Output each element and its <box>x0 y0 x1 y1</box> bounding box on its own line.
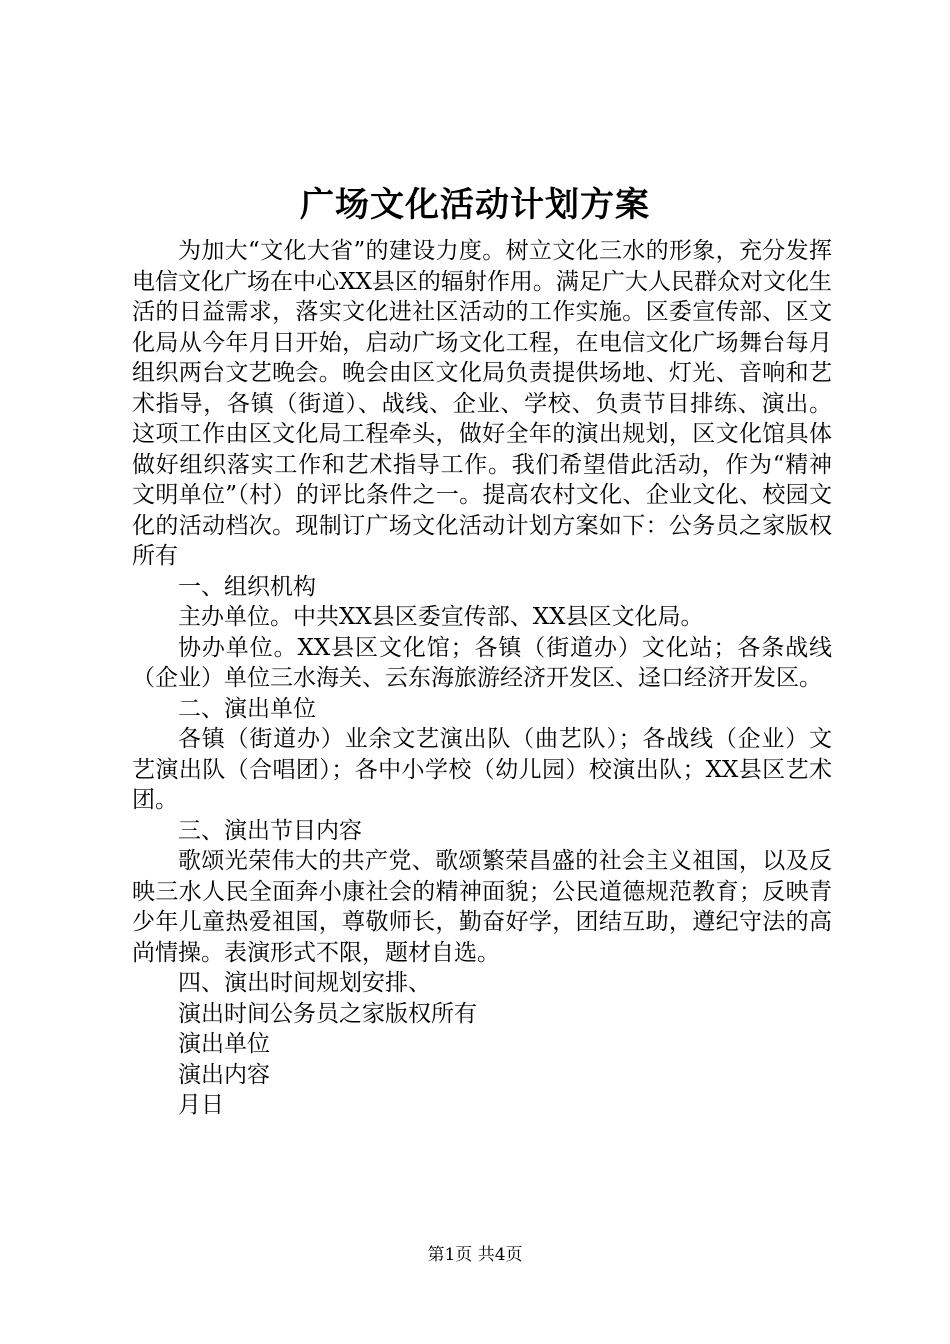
schedule-line-date: 月日 <box>178 1092 224 1118</box>
document-title: 广场文化活动计划方案 <box>300 185 650 225</box>
paragraph-host-unit: 主办单位。中共XX县区委宣传部、XX县区文化局。 <box>178 604 704 630</box>
section-heading-organization: 一、组织机构 <box>178 573 316 600</box>
paragraph-co-host-unit: 协办单位。XX县区文化馆；各镇（街道办）文化站；各条战线（企业）单位三水海关、云东海旅游经济开发区、迳口经济开发区。 <box>132 634 832 691</box>
paragraph-intro: 为加大“文化大省”的建设力度。树立文化三水的形象，充分发挥电信文化广场在中心XX县区的辐射作用。满足广大人民群众对文化生活的日益需求，落实文化进社区活动的工作实施。区委宣传部、区文化局从今年月日开始，启动广场文化工程，在电信文化广场舞台每月组织两台文艺晚会。晚会由区文化局负责提供场地、灯光、音响和艺术指导，各镇（街道）、战线、企业、学校、负责节目排练、演出。这项工作由区文化局工程牵头，做好全年的演出规划，区文化馆具体做好组织落实工作和艺术指导工作。我们希望借此活动，作为“精神文明单位”（村）的评比条件之一。提高农村文化、企业文化、校园文化的活动档次。现制订广场文化活动计划方案如下：公务员之家版权所有 <box>132 238 832 569</box>
page-number-footer: 第1页 共4页 <box>427 1245 523 1265</box>
document-body <box>132 236 832 1121</box>
paragraph-performers: 各镇（街道办）业余文艺演出队（曲艺队）；各战线（企业）文艺演出队（合唱团）；各中小学校（幼儿园）校演出队；XX县区艺术团。 <box>132 726 832 813</box>
paragraph-program-content: 歌颂光荣伟大的共产党、歌颂繁荣昌盛的社会主义祖国，以及反映三水人民全面奔小康社会的精神面貌；公民道德规范教育；反映青少年儿童热爱祖国，尊敬师长，勤奋好学，团结互助，遵纪守法的高尚情操。表演形式不限，题材自选。 <box>132 848 832 966</box>
section-heading-program-content: 三、演出节目内容 <box>178 817 362 844</box>
section-heading-performers: 二、演出单位 <box>178 695 316 722</box>
schedule-line-content: 演出内容 <box>178 1061 270 1088</box>
section-heading-schedule: 四、演出时间规划安排、 <box>178 970 431 996</box>
schedule-line-time: 演出时间公务员之家版权所有 <box>178 1000 477 1027</box>
schedule-line-unit: 演出单位 <box>178 1031 270 1057</box>
